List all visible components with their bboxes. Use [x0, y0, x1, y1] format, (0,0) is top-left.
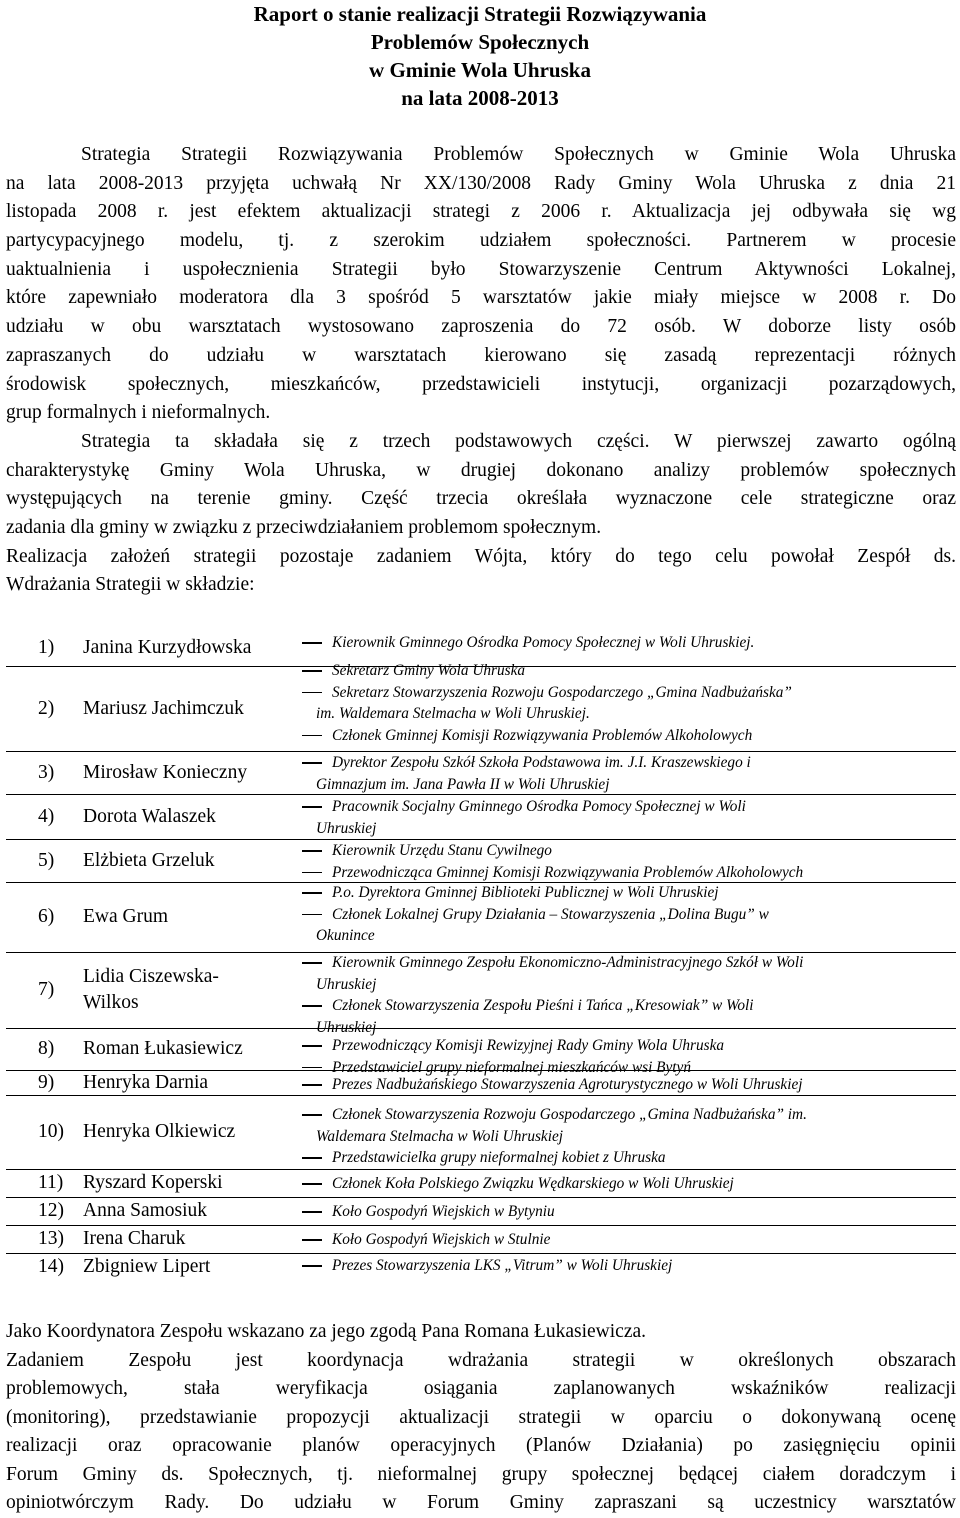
dash-bullet-icon	[302, 806, 322, 808]
dash-bullet-icon	[302, 692, 322, 694]
role-text: Prezes Nadbużańskiego Stowarzyszenia Agroturystycznego w Woli Uhruskiej	[332, 1076, 803, 1093]
text-line: uaktualnienia i uspołecznienia Strategii było Stowarzyszenie Centrum Aktywności Lokalnej,	[6, 258, 956, 280]
member-number: 6)	[38, 906, 55, 927]
text-line: występujących na terenie gminy. Część trzecia określała wyznaczone cele strategiczne oraz	[6, 488, 956, 510]
member-name	[83, 1254, 210, 1280]
member-name	[83, 1170, 222, 1196]
role-text: Uhruskiej	[316, 819, 377, 837]
member-name	[83, 1226, 185, 1252]
member-roles	[296, 1229, 936, 1251]
role-text: Okunince	[316, 927, 375, 944]
role-text: Przedstawiciel grupy nieformalnej mieszkańców wsi Bytyń	[332, 1058, 691, 1076]
member-name	[83, 1070, 208, 1096]
document-title	[0, 0, 960, 112]
member-number: 9)	[38, 1071, 55, 1093]
title-line: Raport o stanie realizacji Strategii Rozwiązywania	[253, 2, 707, 26]
role-text: Członek Koła Polskiego Związku Wędkarskiego w Woli Uhruskiej	[332, 1175, 734, 1192]
role-text: Gimnazjum im. Jana Pawła II w Woli Uhruskiej	[316, 775, 610, 793]
member-name	[83, 635, 251, 661]
member-roles	[296, 752, 936, 795]
role-text: im. Waldemara Stelmacha w Woli Uhruskiej.	[316, 705, 590, 722]
text-line: na lata 2008-2013 przyjęta uchwałą Nr XX/130/2008 Rady Gminy Wola Uhruska z dnia 21	[6, 172, 956, 194]
dash-bullet-icon	[302, 1114, 322, 1116]
role-text: Członek Stowarzyszenia Zespołu Pieśni i Tańca „Kresowiak” w Woli	[332, 997, 754, 1014]
coordinator-text	[6, 1318, 956, 1518]
member-name-line: Janina Kurzydłowska	[83, 637, 252, 658]
member-name-line: Irena Charuk	[83, 1228, 186, 1249]
role-text: Koło Gospodyń Wiejskich w Bytyniu	[332, 1203, 555, 1220]
text-line: charakterystykę Gminy Wola Uhruska, w drugiej dokonano analizy problemów społecznych	[6, 459, 956, 481]
member-name-line: Anna Samosiuk	[83, 1200, 208, 1221]
role-text: P.o. Dyrektora Gminnej Biblioteki Publicznej w Woli Uhruskiej	[332, 884, 719, 901]
member-roles	[296, 1074, 936, 1096]
member-name-line: Ewa Grum	[83, 906, 169, 927]
text-line: które zapewniało moderatora dla 3 spośród 5 warsztatów jakie miały miejsce w 2008 r. Do	[6, 287, 956, 309]
member-name-line: Wilkos	[83, 992, 139, 1013]
role-text: Sekretarz Stowarzyszenia Rozwoju Gospodarczego „Gmina Nadbużańska”	[332, 683, 792, 701]
role-text: Członek Stowarzyszenia Rozwoju Gospodarczego „Gmina Nadbużańska” im.	[332, 1106, 807, 1123]
role-line	[296, 952, 936, 974]
role-line	[296, 840, 936, 862]
dash-bullet-icon	[302, 962, 322, 964]
text-line: Realizacja założeń strategii pozostaje zadaniem Wójta, który do tego celu powołał Zespół ds.	[6, 545, 956, 567]
member-number: 5)	[38, 849, 55, 871]
role-text: Kierownik Urzędu Stanu Cywilnego	[332, 842, 552, 859]
role-line	[296, 974, 936, 996]
role-line	[296, 995, 936, 1017]
dash-bullet-icon	[302, 642, 322, 644]
member-name	[83, 696, 244, 722]
member-name	[83, 760, 247, 786]
role-line	[296, 1074, 936, 1096]
member-roles	[296, 840, 936, 883]
dash-bullet-icon	[302, 1183, 322, 1185]
role-text: Waldemara Stelmacha w Woli Uhruskiej	[316, 1127, 564, 1145]
member-name-line: Ryszard Koperski	[83, 1172, 223, 1193]
text-line: listopada 2008 r. jest efektem aktualizacji strategi z 2006 r. Aktualizacja jej odbywała się wg	[6, 201, 956, 223]
text-line: Zadaniem Zespołu jest koordynacja wdrażania strategii w określonych obszarach	[6, 1349, 956, 1371]
role-line	[296, 632, 936, 654]
dash-bullet-icon	[302, 1045, 322, 1047]
text-line: grup formalnych i nieformalnych.	[6, 402, 271, 424]
role-line	[296, 752, 936, 774]
member-name-line: Henryka Darnia	[83, 1071, 209, 1093]
member-name	[83, 1198, 207, 1224]
dash-bullet-icon	[302, 762, 322, 764]
member-name-line: Dorota Walaszek	[83, 805, 216, 827]
text-line: Strategia Strategii Rozwiązywania Problemów Społecznych w Gminie Wola Uhruska	[81, 144, 956, 165]
text-line: zadania dla gminy w związku z przeciwdziałaniem problemom społecznym.	[6, 516, 602, 538]
role-line	[296, 725, 936, 747]
role-line	[296, 1035, 936, 1057]
member-name-line: Roman Łukasiewicz	[83, 1038, 243, 1059]
member-roles	[296, 1255, 936, 1277]
dash-bullet-icon	[302, 914, 322, 916]
role-text: Dyrektor Zespołu Szkół Szkoła Podstawowa im. J.I. Kraszewskiego i	[332, 754, 751, 771]
dash-bullet-icon	[302, 1239, 322, 1241]
member-roles	[296, 952, 936, 1038]
dash-bullet-icon	[302, 1084, 322, 1086]
role-line	[296, 774, 936, 796]
dash-bullet-icon	[302, 670, 322, 672]
role-text: Pracownik Socjalny Gminnego Ośrodka Pomocy Społecznej w Woli	[332, 798, 746, 815]
role-text: Koło Gospodyń Wiejskich w Stulnie	[332, 1231, 551, 1248]
role-line	[296, 1173, 936, 1195]
member-name-line: Lidia Ciszewska-	[83, 966, 219, 987]
role-line	[296, 1229, 936, 1251]
member-name-line: Henryka Olkiewicz	[83, 1121, 236, 1142]
member-roles	[296, 1104, 936, 1169]
text-line: Jako Koordynatora Zespołu wskazano za jego zgodą Pana Romana Łukasiewicza.	[6, 1321, 647, 1342]
member-number: 11)	[38, 1172, 64, 1193]
role-line	[296, 682, 936, 704]
member-roles	[296, 1201, 936, 1223]
dash-bullet-icon	[302, 1157, 322, 1159]
role-line	[296, 660, 936, 682]
role-text: Kierownik Gminnego Ośrodka Pomocy Społecznej w Woli Uhruskiej.	[332, 634, 755, 651]
role-line	[296, 1201, 936, 1223]
member-number: 8)	[38, 1038, 55, 1059]
member-roles	[296, 882, 936, 947]
member-name-line: Mirosław Konieczny	[83, 761, 248, 783]
member-name	[83, 848, 215, 874]
text-line: zapraszanych do udziału w warsztatach kierowano się zasadą reprezentacji różnych	[6, 344, 956, 366]
text-line: partycypacyjnego modelu, tj. z szerokim udziałem społeczności. Partnerem w procesie	[6, 230, 956, 252]
dash-bullet-icon	[302, 850, 322, 852]
role-text: Kierownik Gminnego Zespołu Ekonomiczno-Administracyjnego Szkół w Woli	[332, 954, 804, 971]
member-roles	[296, 660, 936, 746]
dash-bullet-icon	[302, 1067, 322, 1069]
member-number: 14)	[38, 1256, 64, 1277]
member-name	[83, 964, 219, 1016]
role-text: Przedstawicielka grupy nieformalnej kobiet z Uhruska	[332, 1149, 666, 1166]
role-line	[296, 1147, 936, 1169]
member-number: 10)	[38, 1121, 64, 1142]
text-line: środowisk społecznych, mieszkańców, przedstawicieli instytucji, organizacji pozarządowych,	[6, 373, 956, 395]
member-name	[83, 1036, 243, 1062]
member-name	[83, 1119, 235, 1145]
member-name-line: Elżbieta Grzeluk	[83, 849, 215, 871]
dash-bullet-icon	[302, 1005, 322, 1007]
member-roles	[296, 1173, 936, 1195]
title-line: na lata 2008-2013	[401, 86, 559, 110]
role-line	[296, 818, 936, 840]
dash-bullet-icon	[302, 892, 322, 894]
member-name	[83, 904, 168, 930]
member-name-line: Mariusz Jachimczuk	[83, 697, 244, 719]
role-text: Przewodniczący Komisji Rewizyjnej Rady Gminy Wola Uhruska	[332, 1037, 725, 1054]
role-text: Sekretarz Gminy Wola Uhruska	[332, 662, 526, 679]
role-text: Członek Lokalnej Grupy Działania – Stowarzyszenia „Dolina Bugu” w	[332, 905, 769, 923]
text-line: udziału w obu warsztatach wystosowano zaproszenia do 72 osób. W doborze listy osób	[6, 316, 956, 338]
member-number: 2)	[38, 697, 55, 719]
role-text: Uhruskiej	[316, 975, 377, 993]
member-name-line: Zbigniew Lipert	[83, 1256, 211, 1277]
role-line	[296, 1255, 936, 1277]
dash-bullet-icon	[302, 872, 322, 874]
text-line: Forum Gminy ds. Społecznych, tj. nieformalnej grupy społecznej będącej ciałem doradczym i	[6, 1463, 956, 1485]
text-line: realizacji oraz opracowanie planów operacyjnych (Planów Działania) po zasięgnięciu opinii	[6, 1435, 956, 1456]
role-line	[296, 925, 936, 947]
member-number: 4)	[38, 805, 55, 827]
dash-bullet-icon	[302, 1265, 322, 1267]
member-roles	[296, 796, 936, 839]
member-number: 12)	[38, 1200, 64, 1221]
member-number: 3)	[38, 761, 55, 783]
title-line: Problemów Społecznych	[370, 30, 590, 54]
role-line	[296, 703, 936, 725]
member-number: 7)	[38, 979, 55, 1000]
text-line: opiniotwórczym Rady. Do udziału w Forum Gminy zapraszani są uczestnicy warsztatów	[6, 1492, 956, 1513]
role-line	[296, 796, 936, 818]
dash-bullet-icon	[302, 735, 322, 737]
role-line	[296, 1126, 936, 1148]
role-text: Przewodnicząca Gminnej Komisji Rozwiązywania Problemów Alkoholowych	[332, 863, 804, 881]
role-line	[296, 1104, 936, 1126]
text-line: (monitoring), przedstawianie propozycji aktualizacji strategii w oparciu o dokonywaną ocenę	[6, 1406, 956, 1428]
member-roles	[296, 632, 936, 654]
member-name	[83, 804, 216, 830]
role-line	[296, 882, 936, 904]
intro-text	[6, 141, 956, 600]
title-line: w Gminie Wola Uhruska	[369, 58, 591, 82]
text-line: Strategia ta składała się z trzech podstawowych części. W pierwszej zawarto ogólną	[81, 430, 956, 452]
text-line: problemowych, stała weryfikacja osiągania zaplanowanych wskaźników realizacji	[6, 1378, 956, 1399]
role-text: Członek Gminnej Komisji Rozwiązywania Problemów Alkoholowych	[332, 726, 753, 744]
role-line	[296, 862, 936, 884]
member-number: 13)	[38, 1228, 64, 1249]
text-line: Wdrażania Strategii w składzie:	[6, 574, 255, 596]
member-number: 1)	[38, 637, 55, 658]
role-text: Uhruskiej	[316, 1018, 377, 1036]
role-line	[296, 904, 936, 926]
dash-bullet-icon	[302, 1211, 322, 1213]
role-text: Prezes Stowarzyszenia LKS „Vitrum” w Woli Uhruskiej	[332, 1257, 673, 1274]
